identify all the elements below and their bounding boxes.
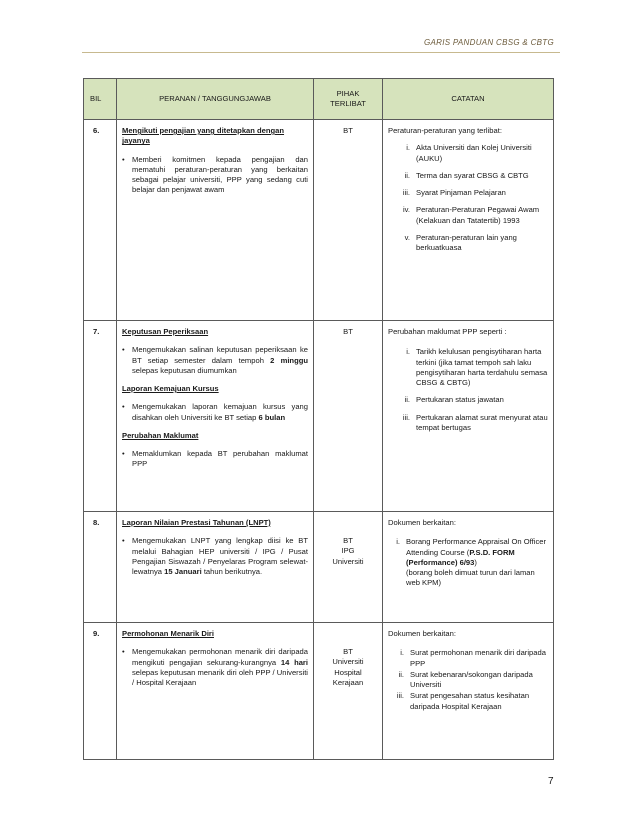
role-cell	[117, 120, 314, 321]
list-item: ii. Surat kebenaran/sokongan daripada Universiti	[398, 669, 533, 689]
notes-list	[388, 347, 548, 433]
role-cell	[117, 321, 314, 512]
list-item: ii. Terma dan syarat CBSG & CBTG	[404, 170, 529, 180]
col-header-peranan: PERANAN / TANGGUNGJAWAB	[117, 79, 314, 120]
notes-intro: Perubahan maklumat PPP seperti :	[388, 327, 507, 336]
notes-cell	[383, 321, 554, 512]
list-item: v. Peraturan-peraturan lain yang berkuatkuasa	[404, 232, 517, 252]
notes-list	[388, 537, 548, 588]
table-row	[84, 512, 554, 623]
role-bullet: • Mengemukakan LNPT yang lengkap diisi ke BT melalui Bahagian HEP universiti / IPG / Pusat Pengajian Siswazah / Penyelaras Program selewat-lewatnya 15 Januari tahun berikutnya.	[132, 536, 308, 577]
list-item: i. Akta Universiti dan Kolej Universiti (AUKU)	[406, 143, 532, 163]
role-title: Laporan Nilaian Prestasi Tahunan (LNPT)	[122, 518, 271, 527]
list-item: ii. Pertukaran status jawatan	[404, 395, 504, 405]
role-bullet: • Memberi komitmen kepada pengajian dan mematuhi peraturan-peraturan yang berkaitan sebagai pelajar universiti, PPP yang sedang cuti belajar dan penjawat awam	[132, 155, 308, 196]
list-item: iv. Peraturan-Peraturan Pegawai Awam (Kelakuan dan Tatatertib) 1993	[402, 205, 540, 225]
role-bullet: • Memaklumkan kepada BT perubahan maklumat PPP	[132, 449, 308, 470]
role-cell	[117, 623, 314, 760]
role-title: Mengikuti pengajian yang ditetapkan dengan jayanya	[122, 126, 285, 146]
party-cell: BT IPG Universiti	[314, 512, 383, 623]
page-number: 7	[548, 776, 554, 787]
role-cell	[117, 512, 314, 623]
row-number: 6.	[84, 120, 117, 321]
header-divider	[82, 52, 560, 53]
row-number: 7.	[84, 321, 117, 512]
role-subtitle: Laporan Kemajuan Kursus	[122, 384, 219, 393]
col-header-pihak: PIHAK TERLIBAT	[314, 79, 383, 120]
list-item: i. Surat permohonan menarik diri daripada PPP	[400, 648, 546, 668]
notes-cell	[383, 512, 554, 623]
party-cell: BT	[314, 321, 383, 512]
role-list	[122, 647, 308, 688]
role-title: Permohonan Menarik Diri	[122, 629, 214, 638]
role-list	[122, 449, 308, 470]
role-list	[122, 402, 308, 423]
row-number: 8.	[84, 512, 117, 623]
party-cell: BT Universiti Hospital Kerajaan	[314, 623, 383, 760]
table-row	[84, 623, 554, 760]
list-item: iii. Pertukaran alamat surat menyurat atau tempat bertugas	[402, 412, 548, 432]
notes-intro: Dokumen berkaitan:	[388, 518, 456, 527]
col-header-catatan: CATATAN	[383, 79, 554, 120]
notes-list	[388, 143, 548, 253]
document-header: GARIS PANDUAN CBSG & CBTG	[423, 38, 554, 47]
notes-intro: Dokumen berkaitan:	[388, 629, 456, 638]
role-title: Keputusan Peperiksaan	[122, 327, 209, 336]
party-cell: BT	[314, 120, 383, 321]
role-bullet: • Mengemukakan permohonan menarik diri daripada mengikuti pengajian sekurang-kurangnya 14 hari selepas keputusan menarik diri oleh PPP / Universiti / Hospital Kerajaan	[132, 647, 308, 688]
list-item: i. Borang Performance Appraisal On Officer Attending Course (P.S.D. FORM (Performance) 6/93) (borang boleh dimuat turun dari laman web KPM)	[396, 537, 546, 588]
role-subtitle: Perubahan Maklumat	[122, 430, 199, 440]
table-row	[84, 321, 554, 512]
responsibilities-table	[83, 78, 554, 760]
list-item: iii. Syarat Pinjaman Pelajaran	[402, 188, 506, 197]
notes-cell	[383, 120, 554, 321]
col-header-bil: BIL	[84, 79, 117, 120]
notes-cell	[383, 623, 554, 760]
role-list	[122, 345, 308, 376]
role-bullet: • Mengemukakan salinan keputusan peperiksaan ke BT setiap semester dalam tempoh 2 minggu selepas keputusan diumumkan	[132, 345, 308, 376]
table-row	[84, 120, 554, 321]
role-bullet: • Mengemukakan laporan kemajuan kursus yang disahkan oleh Universiti ke BT setiap 6 bulan	[132, 402, 308, 423]
role-list	[122, 536, 308, 577]
table-header-row	[84, 79, 554, 120]
role-list	[122, 155, 308, 196]
notes-list	[388, 648, 548, 712]
list-item: iii. Surat pengesahan status kesihatan daripada Hospital Kerajaan	[396, 691, 530, 711]
notes-intro: Peraturan-peraturan yang terlibat:	[388, 126, 502, 135]
list-item: i. Tarikh kelulusan pengisytiharan harta terkini (jika tamat tempoh sah laku pengisytiharan harta terdahulu semasa CBSG & CBTG)	[406, 347, 548, 387]
row-number: 9.	[84, 623, 117, 760]
